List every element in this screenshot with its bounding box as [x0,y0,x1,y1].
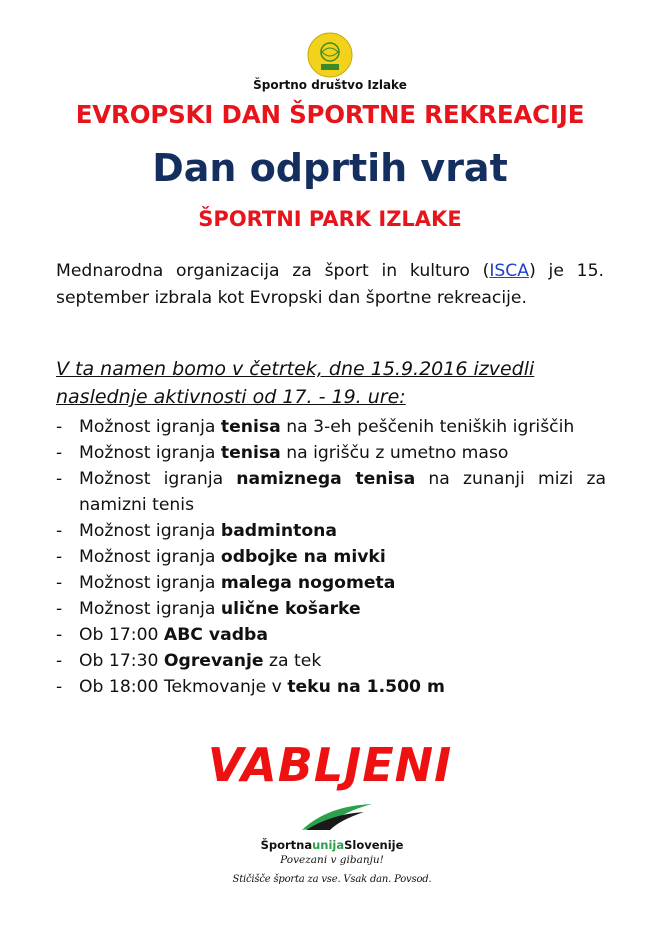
item-text: Možnost igranja [79,417,221,437]
invite-heading: VABLJENI [207,738,453,792]
name-part: Slovenije [344,838,404,852]
list-item [56,674,606,700]
list-item [56,596,606,622]
name-part: unija [312,838,345,852]
item-text: Možnost igranja [79,521,221,541]
event-title: EVROPSKI DAN ŠPORTNE REKREACIJE [75,100,585,129]
item-text: Možnost igranja [79,547,221,567]
main-title: Dan odprtih vrat [152,146,508,190]
item-text: za tek [263,651,322,671]
list-item [56,648,606,674]
item-text: Možnost igranja [79,469,237,489]
dash-bullet: - [56,573,63,593]
item-text: Ob 17:00 [79,625,164,645]
item-bold: teku na 1.500 m [287,677,445,697]
sport-union-name [232,838,432,852]
item-bold: odbojke na mivki [220,547,386,567]
dash-bullet: - [56,625,63,645]
club-logo [307,32,353,78]
item-bold: ulične košarke [220,599,361,619]
item-text: Možnost igranja [79,443,221,463]
list-item [56,570,606,596]
sport-union-motto: Stičišče športa za vse. Vsak dan. Povsod. [232,874,432,885]
item-bold: Ogrevanje [163,651,264,671]
list-item [56,544,606,570]
dash-bullet: - [56,443,63,463]
item-text: Ob 17:30 [79,651,164,671]
item-text: Možnost igranja [79,599,221,619]
dash-bullet: - [56,521,63,541]
item-bold: badmintona [220,521,337,541]
list-item [56,622,606,648]
item-bold: ABC vadba [163,625,268,645]
isca-link[interactable]: ISCA [489,261,530,281]
intro-paragraph [56,258,604,312]
item-bold: tenisa [220,417,281,437]
item-text: na 3-eh peščenih teniških igriščih [280,417,575,437]
dash-bullet: - [56,599,63,619]
list-item [56,414,606,440]
list-item [56,440,606,466]
dash-bullet: - [56,417,63,437]
item-text: Možnost igranja [79,573,221,593]
intro-text-after: ) je 15. september izbrala kot Evropski dan športne rekreacije. [56,261,604,308]
dash-bullet: - [56,651,63,671]
list-item [56,518,606,544]
item-text: na igrišču z umetno maso [280,443,509,463]
dash-bullet: - [56,677,63,697]
item-bold: namiznega tenisa [236,469,416,489]
item-bold: malega nogometa [220,573,396,593]
activities-list [56,414,606,700]
swoosh-icon [232,800,432,836]
sport-union-logo [232,800,432,900]
intro-text-before: Mednarodna organizacija za šport in kulturo ( [56,261,490,281]
item-text: na zunanji mizi za namizni tenis [79,469,606,515]
list-item [56,466,606,518]
club-name: Športno društvo Izlake [253,78,407,92]
sport-union-tagline: Povezani v gibanju! [280,854,384,866]
activities-lead: V ta namen bomo v četrtek, dne 15.9.2016 izvedli naslednje aktivnosti od 17. - 19. ure: [56,358,535,408]
item-bold: tenisa [220,443,281,463]
item-text: Ob 18:00 Tekmovanje v [79,677,288,697]
venue-title: ŠPORTNI PARK IZLAKE [198,207,462,231]
dash-bullet: - [56,469,63,489]
name-part: Športna [260,838,313,852]
dash-bullet: - [56,547,63,567]
